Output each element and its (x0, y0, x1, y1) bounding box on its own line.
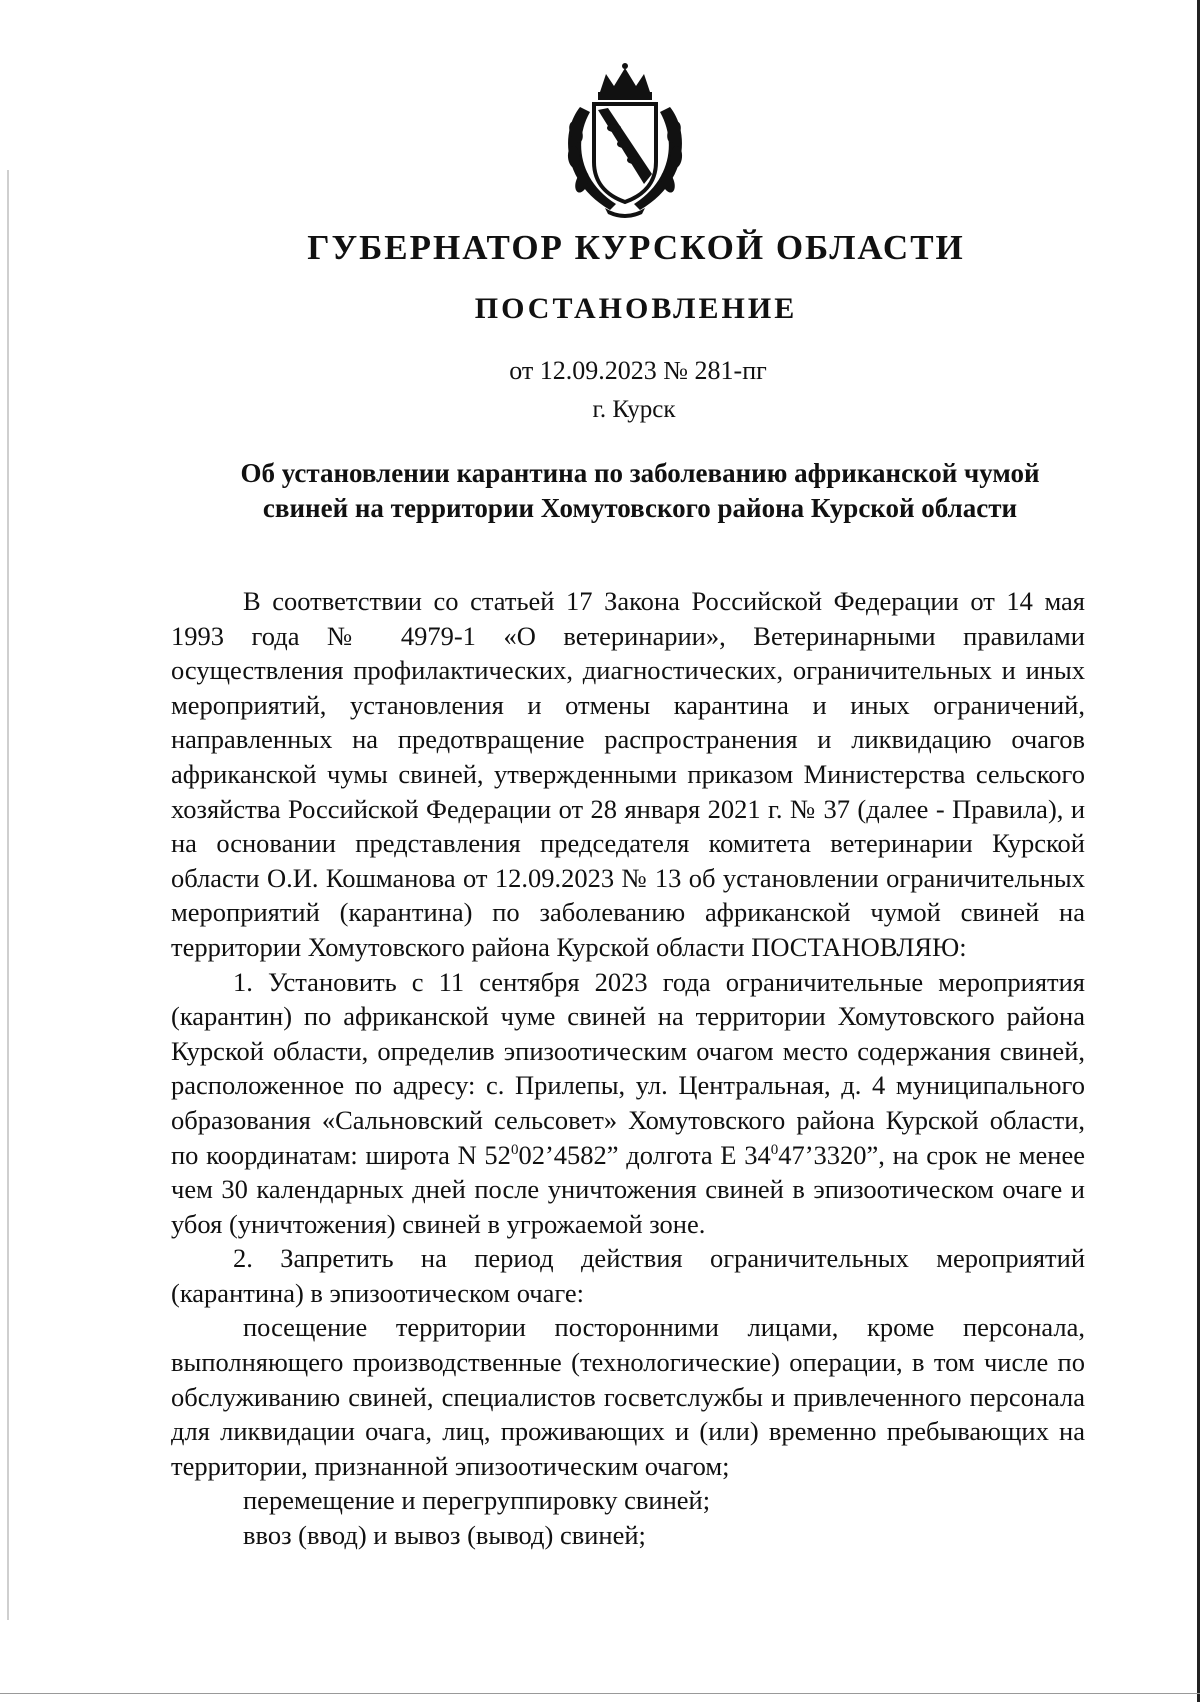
document-title (160, 456, 1120, 526)
item-1-text: 1. Установить с 11 сентября 2023 года ограничительные мероприятия (карантин) по африканской чуме свиней на территории Хомутовского района Курской области, определив эпизоотическим очагом место содержания свиней, расположенное по адресу: с. Прилепы, ул. Центральная, д. 4 муниципального образования «Сальновский сельсовет» Хомутовского района Курской области, по координатам: широта N 52 (171, 966, 1085, 1170)
degree-mark: 0 (770, 1141, 779, 1158)
issuing-authority: ГУБЕРНАТОР КУРСКОЙ ОБЛАСТИ (307, 228, 965, 267)
item-1-term-text: 47’3320”, на срок не менее чем 30 календарных дней после уничтожения свиней в эпизоотическом очаге и убоя (уничтожения) свиней в угрожаемой зоне. (171, 1139, 1085, 1239)
kursk-coat-of-arms-emblem (550, 62, 700, 220)
item-2-prohibition: ввоз (ввод) и вывоз (вывод) свиней; (243, 1520, 646, 1551)
preamble-paragraph: В соответствии со статьей 17 Закона Российской Федерации от 14 мая 1993 года № 4979-1 «О ветеринарии», Ветеринарными правилами осуществления профилактических, диагностических, ограничительных и иных мероприятий, установления и отмены карантина и иных ограничений, направленных на предотвращение распространения и ликвидацию очагов африканской чумы свиней, утвержденными приказом Министерства сельского хозяйства Российской Федерации от 28 января 2021 г. № 37 (далее - Правила), и на основании представления председателя комитета ветеринарии Курской области О.И. Кошманова от 12.09.2023 № 13 об установлении ограничительных мероприятий (карантина) по заболеванию африканской чумой свиней на территории Хомутовского района Курской области ПОСТАНОВЛЯЮ: (171, 586, 1085, 962)
document-title-line: свиней на территории Хомутовского района Курской области (262, 493, 1018, 523)
item-2-paragraph: 2. Запретить на период действия ограничительных мероприятий (карантина) в эпизоотическом очаге: (171, 1243, 1085, 1308)
item-2-prohibition: посещение территории посторонними лицами, кроме персонала, выполняющего производственные (технологические) операции, в том числе по обслуживанию свиней, специалистов госветслужбы и привлеченного персонала для ликвидации очага, лиц, проживающих и (или) временно пребывающих на территории, признанной эпизоотическим очагом; (171, 1312, 1085, 1481)
document-type: ПОСТАНОВЛЕНИЕ (474, 292, 798, 325)
scan-edge-bottom (0, 1693, 1200, 1694)
latitude-longitude-text: 02’4582” долгота Е 34 (518, 1139, 771, 1170)
item-2-prohibition: перемещение и перегруппировку свиней; (243, 1485, 711, 1516)
degree-mark: 0 (510, 1141, 519, 1158)
document-body (171, 584, 1085, 1553)
document-date-number: от 12.09.2023 № 281-пг (509, 356, 767, 385)
scan-edge-left (7, 170, 9, 1620)
document-title-line: Об установлении карантина по заболеванию африканской чумой (240, 458, 1040, 488)
item-1-paragraph (171, 965, 1085, 1242)
document-place: г. Курск (592, 396, 676, 423)
